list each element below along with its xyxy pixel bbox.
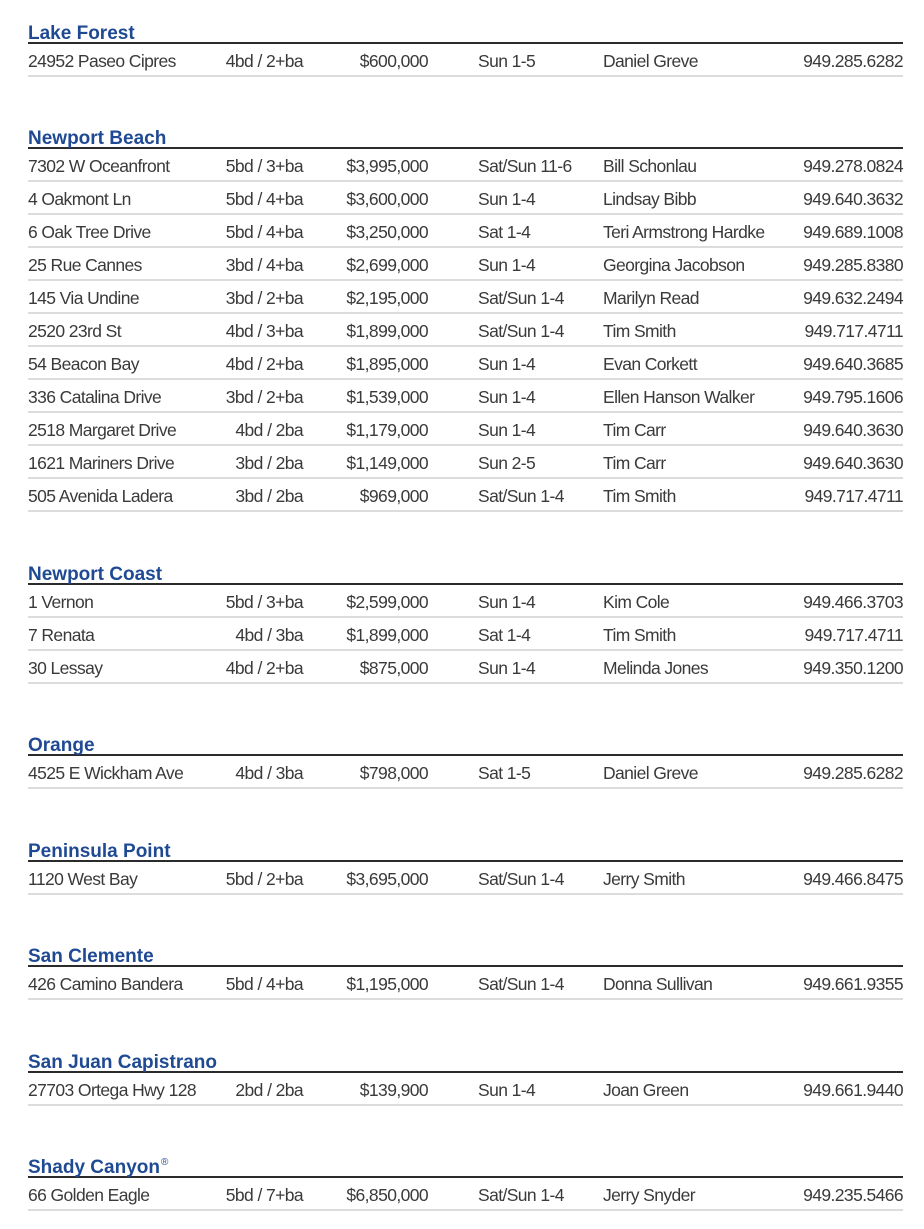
listing-phone: 949.285.6282: [803, 763, 903, 783]
listing-beds-baths: 5bd / 4+ba: [225, 974, 303, 994]
listing-rows: [28, 862, 903, 895]
listing-price: $969,000: [359, 486, 428, 506]
listing-open-house-time: Sun 1-5: [478, 51, 536, 71]
listing-open-house-time: Sat 1-4: [478, 625, 531, 645]
city-name: Newport Coast: [28, 564, 163, 585]
listing-phone: 949.661.9355: [803, 974, 903, 994]
listing-phone: 949.661.9440: [803, 1080, 903, 1100]
listing-address: 54 Beacon Bay: [28, 354, 139, 374]
listing-agent: Tim Carr: [603, 453, 666, 473]
listing-price: $798,000: [359, 763, 428, 783]
listing-address: 426 Camino Bandera: [28, 974, 183, 994]
listing-row: [28, 585, 903, 618]
listing-agent: Tim Smith: [603, 625, 676, 645]
listing-address: 1 Vernon: [28, 592, 94, 612]
listing-open-house-time: Sat/Sun 1-4: [478, 869, 564, 889]
listing-phone: 949.632.2494: [803, 288, 903, 308]
listing-agent: Tim Smith: [603, 321, 676, 341]
listing-beds-baths: 3bd / 2ba: [235, 453, 303, 473]
listing-rows: [28, 585, 903, 684]
listing-price: $6,850,000: [346, 1185, 428, 1205]
listing-row: [28, 215, 903, 248]
listing-address: 30 Lessay: [28, 658, 103, 678]
listing-address: 2518 Margaret Drive: [28, 420, 177, 440]
listing-agent: Georgina Jacobson: [603, 255, 745, 275]
listing-beds-baths: 5bd / 4+ba: [225, 222, 303, 242]
listing-agent: Teri Armstrong Hardke: [603, 222, 765, 242]
listing-price: $3,250,000: [346, 222, 428, 242]
listing-address: 336 Catalina Drive: [28, 387, 162, 407]
listing-agent: Daniel Greve: [603, 763, 698, 783]
listing-phone: 949.717.4711: [804, 321, 903, 341]
listing-row: [28, 380, 903, 413]
listing-row: [28, 413, 903, 446]
listing-price: $3,600,000: [346, 189, 428, 209]
listing-row: [28, 446, 903, 479]
listing-phone: 949.717.4711: [804, 486, 903, 506]
listing-agent: Tim Carr: [603, 420, 666, 440]
listing-open-house-time: Sat/Sun 11-6: [478, 156, 572, 176]
city-section: [28, 730, 903, 789]
listing-row: [28, 248, 903, 281]
listing-open-house-time: Sat/Sun 1-4: [478, 486, 564, 506]
listing-open-house-time: Sat/Sun 1-4: [478, 974, 564, 994]
listing-agent: Kim Cole: [603, 592, 670, 612]
listing-agent: Jerry Smith: [603, 869, 685, 889]
listing-row: [28, 1073, 903, 1106]
listing-phone: 949.285.8380: [803, 255, 903, 275]
city-section: [28, 1047, 903, 1106]
listing-address: 66 Golden Eagle: [28, 1185, 150, 1205]
listing-open-house-time: Sun 1-4: [478, 658, 536, 678]
listing-row: [28, 1178, 903, 1211]
city-section: [28, 18, 903, 77]
listing-agent: Evan Corkett: [603, 354, 697, 374]
listing-price: $1,179,000: [346, 420, 428, 440]
listing-phone: 949.640.3685: [803, 354, 903, 374]
listing-phone: 949.689.1008: [803, 222, 903, 242]
listing-rows: [28, 1073, 903, 1106]
listing-address: 6 Oak Tree Drive: [28, 222, 151, 242]
city-section: [28, 941, 903, 1000]
listing-open-house-time: Sat 1-4: [478, 222, 531, 242]
listing-agent: Donna Sullivan: [603, 974, 713, 994]
listing-agent: Jerry Snyder: [603, 1185, 695, 1205]
registered-mark: ®: [160, 1157, 169, 1168]
listing-price: $1,899,000: [346, 321, 428, 341]
listing-beds-baths: 4bd / 2+ba: [225, 354, 303, 374]
city-section: [28, 1152, 903, 1211]
listing-open-house-time: Sun 1-4: [478, 592, 536, 612]
listing-agent: Lindsay Bibb: [603, 189, 697, 209]
city-name: Lake Forest: [28, 23, 135, 44]
listing-open-house-time: Sun 1-4: [478, 420, 536, 440]
listing-beds-baths: 4bd / 2ba: [235, 420, 303, 440]
listing-address: 7 Renata: [28, 625, 95, 645]
listing-address: 25 Rue Cannes: [28, 255, 142, 275]
city-heading: [28, 123, 903, 149]
listing-agent: Daniel Greve: [603, 51, 698, 71]
listing-phone: 949.285.6282: [803, 51, 903, 71]
listing-address: 27703 Ortega Hwy 128: [28, 1080, 196, 1100]
listing-row: [28, 149, 903, 182]
city-name: San Clemente: [28, 946, 154, 967]
listing-phone: 949.795.1606: [803, 387, 903, 407]
listing-beds-baths: 5bd / 3+ba: [225, 592, 303, 612]
listing-price: $2,195,000: [346, 288, 428, 308]
listing-open-house-time: Sun 1-4: [478, 1080, 536, 1100]
listing-row: [28, 618, 903, 651]
listing-address: 24952 Paseo Cipres: [28, 51, 176, 71]
listing-open-house-time: Sun 1-4: [478, 189, 536, 209]
city-name: Peninsula Point: [28, 841, 171, 862]
listing-phone: 949.640.3630: [803, 420, 903, 440]
listing-rows: [28, 149, 903, 512]
listing-open-house-time: Sat 1-5: [478, 763, 531, 783]
listing-beds-baths: 3bd / 4+ba: [225, 255, 303, 275]
listing-row: [28, 756, 903, 789]
listing-open-house-time: Sun 1-4: [478, 354, 536, 374]
listing-agent: Marilyn Read: [603, 288, 699, 308]
city-name: San Juan Capistrano: [28, 1052, 217, 1073]
listing-price: $2,599,000: [346, 592, 428, 612]
listing-agent: Ellen Hanson Walker: [603, 387, 755, 407]
listing-rows: [28, 1178, 903, 1211]
listing-phone: 949.717.4711: [804, 625, 903, 645]
listing-price: $1,895,000: [346, 354, 428, 374]
listing-beds-baths: 3bd / 2+ba: [225, 387, 303, 407]
listing-price: $1,195,000: [346, 974, 428, 994]
city-heading: [28, 559, 903, 585]
listing-address: 1621 Mariners Drive: [28, 453, 175, 473]
city-heading: [28, 730, 903, 756]
listing-price: $139,900: [359, 1080, 428, 1100]
listing-address: 4 Oakmont Ln: [28, 189, 131, 209]
listing-row: [28, 479, 903, 512]
listing-beds-baths: 3bd / 2ba: [235, 486, 303, 506]
listing-agent: Tim Smith: [603, 486, 676, 506]
city-heading: [28, 836, 903, 862]
listing-open-house-time: Sat/Sun 1-4: [478, 1185, 564, 1205]
city-heading: [28, 1047, 903, 1073]
listing-phone: 949.466.8475: [803, 869, 903, 889]
listing-agent: Melinda Jones: [603, 658, 709, 678]
city-section: [28, 559, 903, 684]
listing-address: 145 Via Undine: [28, 288, 139, 308]
listing-beds-baths: 4bd / 3ba: [235, 763, 303, 783]
listing-phone: 949.278.0824: [803, 156, 903, 176]
listing-price: $1,539,000: [346, 387, 428, 407]
listing-address: 7302 W Oceanfront: [28, 156, 170, 176]
city-name: Newport Beach: [28, 128, 167, 149]
listing-row: [28, 314, 903, 347]
city-name: Orange: [28, 735, 95, 756]
listing-row: [28, 281, 903, 314]
listing-agent: Bill Schonlau: [603, 156, 697, 176]
listing-rows: [28, 967, 903, 1000]
city-name: Shady Canyon: [28, 1157, 160, 1178]
listing-row: [28, 862, 903, 895]
listing-beds-baths: 4bd / 3ba: [235, 625, 303, 645]
listing-phone: 949.640.3632: [803, 189, 903, 209]
listing-address: 2520 23rd St: [28, 321, 122, 341]
listing-beds-baths: 2bd / 2ba: [235, 1080, 303, 1100]
listing-address: 505 Avenida Ladera: [28, 486, 173, 506]
listing-price: $1,899,000: [346, 625, 428, 645]
listing-open-house-time: Sun 2-5: [478, 453, 536, 473]
listing-phone: 949.235.5466: [803, 1185, 903, 1205]
listing-open-house-time: Sat/Sun 1-4: [478, 321, 564, 341]
listing-address: 1120 West Bay: [28, 869, 138, 889]
listing-beds-baths: 4bd / 3+ba: [225, 321, 303, 341]
listing-open-house-time: Sat/Sun 1-4: [478, 288, 564, 308]
listing-open-house-time: Sun 1-4: [478, 387, 536, 407]
listing-agent: Joan Green: [603, 1080, 689, 1100]
city-heading: [28, 18, 903, 44]
listing-beds-baths: 3bd / 2+ba: [225, 288, 303, 308]
city-heading: [28, 1152, 903, 1178]
listing-beds-baths: 4bd / 2+ba: [225, 51, 303, 71]
listing-phone: 949.466.3703: [803, 592, 903, 612]
listing-phone: 949.640.3630: [803, 453, 903, 473]
listing-row: [28, 347, 903, 380]
city-section: [28, 836, 903, 895]
listing-beds-baths: 4bd / 2+ba: [225, 658, 303, 678]
listing-price: $875,000: [359, 658, 428, 678]
city-heading: [28, 941, 903, 967]
listing-rows: [28, 44, 903, 77]
listing-price: $2,699,000: [346, 255, 428, 275]
listing-beds-baths: 5bd / 4+ba: [225, 189, 303, 209]
listing-row: [28, 967, 903, 1000]
listing-open-house-time: Sun 1-4: [478, 255, 536, 275]
listing-phone: 949.350.1200: [803, 658, 903, 678]
listing-row: [28, 651, 903, 684]
listing-beds-baths: 5bd / 3+ba: [225, 156, 303, 176]
listing-beds-baths: 5bd / 7+ba: [225, 1185, 303, 1205]
city-section: [28, 123, 903, 512]
listing-price: $3,695,000: [346, 869, 428, 889]
listing-price: $600,000: [359, 51, 428, 71]
listing-price: $1,149,000: [346, 453, 428, 473]
listing-rows: [28, 756, 903, 789]
listing-address: 4525 E Wickham Ave: [28, 763, 184, 783]
listing-row: [28, 182, 903, 215]
listing-beds-baths: 5bd / 2+ba: [225, 869, 303, 889]
listing-price: $3,995,000: [346, 156, 428, 176]
listing-row: [28, 44, 903, 77]
